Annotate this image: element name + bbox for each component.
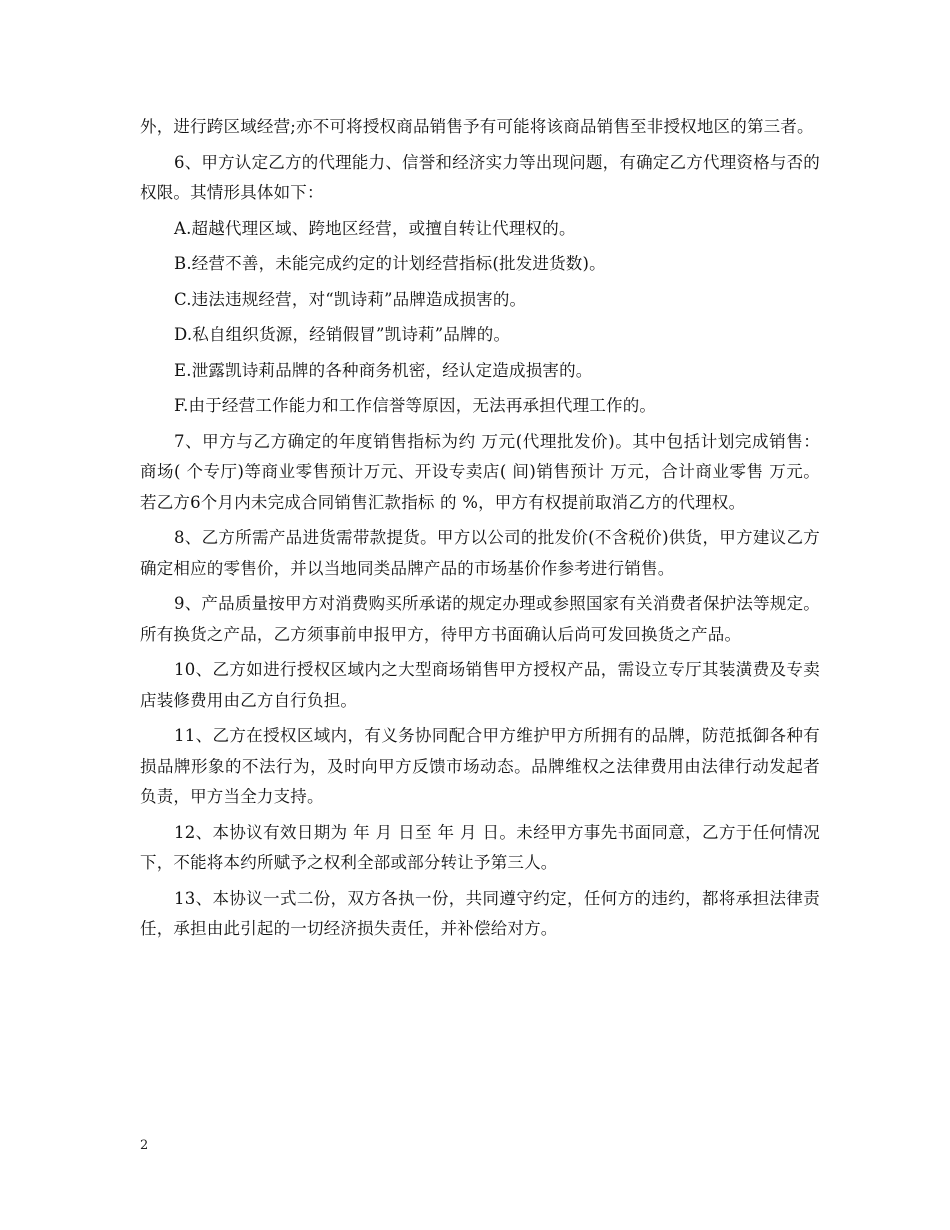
clause-11: 11、乙方在授权区域内，有义务协同配合甲方维护甲方所拥有的品牌，防范抵御各种有损品牌形象的不法行为，及时向甲方反馈市场动态。品牌维权之法律费用由法律行动发起者负责，甲方当全力支持。 bbox=[140, 726, 820, 806]
list-item-d: D.私自组织货源，经销假冒”凯诗莉”品牌的。 bbox=[174, 325, 511, 344]
clause-10: 10、乙方如进行授权区域内之大型商场销售甲方授权产品，需设立专厅其装潢费及专卖店装修费用由乙方自行负担。 bbox=[140, 660, 820, 710]
clause-7: 7、甲方与乙方确定的年度销售指标为约 万元(代理批发价)。其中包括计划完成销售：商场( 个专厅)等商业零售预计万元、开设专卖店( 间)销售预计 万元，合计商业零售 万元。若乙方6个月内未完成合同销售汇款指标 的 %，甲方有权提前取消乙方的代理权。 bbox=[140, 431, 820, 512]
page-number: 2 bbox=[140, 1138, 149, 1153]
list-item-f: F.由于经营工作能力和工作信誉等原因，无法再承担代理工作的。 bbox=[174, 396, 657, 415]
list-item-a: A.超越代理区域、跨地区经营，或擅自转让代理权的。 bbox=[174, 218, 576, 238]
clause-12: 12、本协议有效日期为 年 月 日至 年 月 日。未经甲方事先书面同意，乙方于任何情况下，不能将本约所赋予之权利全部或部分转让予第三人。 bbox=[140, 822, 820, 872]
list-item-e: E.泄露凯诗莉品牌的各种商务机密，经认定造成损害的。 bbox=[174, 360, 593, 380]
clause-9: 9、产品质量按甲方对消费购买所承诺的规定办理或参照国家有关消费者保护法等规定。 所有换货之产品，乙方须事前申报甲方，待甲方书面确认后尚可发回换货之产品。 bbox=[140, 594, 820, 644]
clause-8: 8、乙方所需产品进货需带款提货。甲方以公司的批发价(不含税价)供货，甲方建议乙方确定相应的零售价，并以当地同类品牌产品的市场基价作参考进行销售。 bbox=[140, 528, 820, 578]
list-item-c: C.违法违规经营，对“凯诗莉”品牌造成损害的。 bbox=[174, 289, 527, 309]
clause-13: 13、本协议一式二份，双方各执一份，共同遵守约定，任何方的违约，都将承担法律责任，承担由此引起的一切经济损失责任，并补偿给对方。 bbox=[140, 888, 820, 938]
clause-6: 6、甲方认定乙方的代理能力、信誉和经济实力等出现问题，有确定乙方代理资格与否的权限。其情形具体如下： bbox=[140, 152, 820, 202]
list-item-b: B.经营不善，未能完成约定的计划经营指标(批发进货数)。 bbox=[174, 254, 606, 273]
document-body bbox=[140, 112, 820, 950]
paragraph: 外，进行跨区域经营;亦不可将授权商品销售予有可能将该商品销售至非授权地区的第三者。 bbox=[140, 117, 814, 136]
